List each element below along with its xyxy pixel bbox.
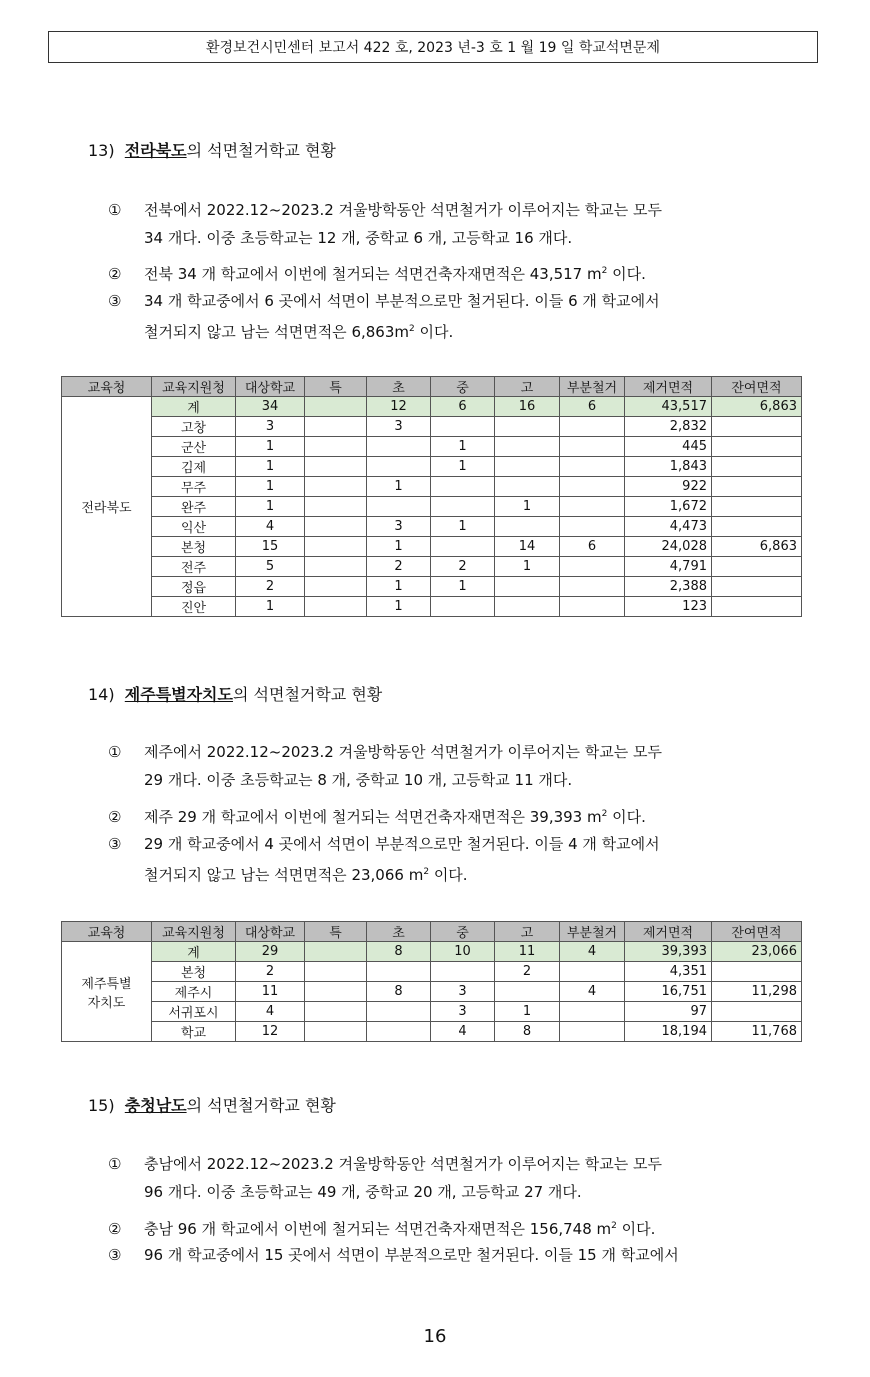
table-cell <box>560 962 625 982</box>
table-row <box>62 457 802 477</box>
table-cell: 39,393 <box>625 942 712 962</box>
table-cell: 본청 <box>152 962 236 982</box>
column-header: 고 <box>495 377 560 397</box>
table-cell <box>305 1022 367 1042</box>
table-cell <box>431 417 495 437</box>
table-cell <box>712 417 802 437</box>
table-cell <box>712 962 802 982</box>
table-cell <box>560 437 625 457</box>
column-header: 교육지원청 <box>152 377 236 397</box>
table-cell: 1,672 <box>625 497 712 517</box>
table-cell: 계 <box>152 397 236 417</box>
table-cell: 445 <box>625 437 712 457</box>
table-cell: 1 <box>495 557 560 577</box>
table-cell: 6 <box>431 397 495 417</box>
column-header: 교육지원청 <box>152 922 236 942</box>
table-cell: 6,863 <box>712 537 802 557</box>
table-cell <box>495 597 560 617</box>
table-cell: 익산 <box>152 517 236 537</box>
table-row <box>62 477 802 497</box>
table-cell: 43,517 <box>625 397 712 417</box>
table-cell: 1 <box>236 457 305 477</box>
table-cell <box>367 457 431 477</box>
table-row <box>62 962 802 982</box>
table-cell: 5 <box>236 557 305 577</box>
table-cell: 2 <box>495 962 560 982</box>
table-cell: 97 <box>625 1002 712 1022</box>
table-cell <box>305 477 367 497</box>
table-row <box>62 437 802 457</box>
table-cell <box>712 597 802 617</box>
table-cell: 16,751 <box>625 982 712 1002</box>
table-cell: 11 <box>236 982 305 1002</box>
table-cell: 23,066 <box>712 942 802 962</box>
table-cell: 4,791 <box>625 557 712 577</box>
table-cell <box>431 537 495 557</box>
table-cell: 학교 <box>152 1022 236 1042</box>
table-cell <box>305 397 367 417</box>
section-15-item-1: ① 충남에서 2022.12~2023.2 겨울방학동안 석면철거가 이루어지는 학교는 모두 96 개다. 이중 초등학교는 49 개, 중학교 20 개, 고등학교 27 개다. <box>108 1155 662 1201</box>
table-row <box>62 597 802 617</box>
education-office-cell: 제주특별 자치도 <box>62 942 152 1042</box>
table-cell: 1 <box>367 537 431 557</box>
table-cell: 6 <box>560 397 625 417</box>
column-header: 잔여면적 <box>712 922 802 942</box>
table-cell <box>495 517 560 537</box>
column-header: 교육청 <box>62 377 152 397</box>
table-cell: 11,768 <box>712 1022 802 1042</box>
table-row <box>62 497 802 517</box>
table-cell <box>431 962 495 982</box>
table-cell: 계 <box>152 942 236 962</box>
table-cell <box>495 982 560 1002</box>
table-cell <box>712 1002 802 1022</box>
table-row <box>62 1002 802 1022</box>
table-cell: 3 <box>236 417 305 437</box>
section-13-item-2: ② 전북 34 개 학교에서 이번에 철거되는 석면건축자재면적은 43,517 $m^2$ 이다. <box>108 265 646 283</box>
column-header: 특 <box>305 922 367 942</box>
column-header: 대상학교 <box>236 377 305 397</box>
section-15-title: 15) 충청남도의 석면철거학교 현황 <box>88 1096 336 1115</box>
column-header: 제거면적 <box>625 922 712 942</box>
section-15-item-2: ② 충남 96 개 학교에서 이번에 철거되는 석면건축자재면적은 156,748 $m^2$ 이다. <box>108 1220 656 1238</box>
table-cell: 4 <box>236 517 305 537</box>
table-cell <box>305 577 367 597</box>
section-15-item-3: ③ 96 개 학교중에서 15 곳에서 석면이 부분적으로만 철거된다. 이들 15 개 학교에서 <box>108 1246 679 1264</box>
table-cell: 1 <box>431 457 495 477</box>
table-cell: 4 <box>560 942 625 962</box>
table-cell <box>305 557 367 577</box>
table-cell: 3 <box>367 417 431 437</box>
table-cell: 8 <box>367 942 431 962</box>
table-cell <box>495 417 560 437</box>
report-header: 환경보건시민센터 보고서 422 호, 2023 년-3 호 1 월 19 일 학교석면문제 <box>48 31 818 63</box>
table-cell <box>305 517 367 537</box>
table-cell: 4 <box>560 982 625 1002</box>
table-cell <box>560 577 625 597</box>
table-cell: 고창 <box>152 417 236 437</box>
jeonbuk-table <box>61 376 802 617</box>
table-cell: 정읍 <box>152 577 236 597</box>
table-cell <box>431 497 495 517</box>
table-cell <box>305 962 367 982</box>
table-cell: 12 <box>367 397 431 417</box>
table-cell: 1 <box>431 577 495 597</box>
table-cell <box>305 982 367 1002</box>
table-cell: 1 <box>236 597 305 617</box>
table-cell: 16 <box>495 397 560 417</box>
column-header: 중 <box>431 377 495 397</box>
table-cell: 3 <box>431 1002 495 1022</box>
table-cell: 3 <box>367 517 431 537</box>
section-13-item-1: ① 전북에서 2022.12~2023.2 겨울방학동안 석면철거가 이루어지는 학교는 모두 34 개다. 이중 초등학교는 12 개, 중학교 6 개, 고등학교 16 개다. <box>108 201 662 247</box>
table-cell <box>305 1002 367 1022</box>
column-header: 특 <box>305 377 367 397</box>
section-14-item-3: ③ 29 개 학교중에서 4 곳에서 석면이 부분적으로만 철거된다. 이들 4 개 학교에서 철거되지 않고 남는 석면면적은 23,066 $m^2$ 이다. <box>108 835 660 884</box>
section-14-item-2: ② 제주 29 개 학교에서 이번에 철거되는 석면건축자재면적은 39,393 $m^2$ 이다. <box>108 808 646 826</box>
table-row <box>62 1022 802 1042</box>
column-header: 초 <box>367 377 431 397</box>
table-cell <box>560 497 625 517</box>
table-cell: 2 <box>236 577 305 597</box>
table-cell <box>305 597 367 617</box>
table-cell: 2,832 <box>625 417 712 437</box>
table-cell <box>367 1002 431 1022</box>
table-row <box>62 417 802 437</box>
table-cell: 24,028 <box>625 537 712 557</box>
table-cell: 4,351 <box>625 962 712 982</box>
table-cell <box>712 457 802 477</box>
page-number: 16 <box>423 1326 447 1347</box>
table-cell <box>560 597 625 617</box>
table-cell: 무주 <box>152 477 236 497</box>
education-office-cell: 전라북도 <box>62 397 152 617</box>
table-row <box>62 537 802 557</box>
table-cell <box>305 417 367 437</box>
table-cell: 14 <box>495 537 560 557</box>
table-row <box>62 942 802 962</box>
column-header: 초 <box>367 922 431 942</box>
table-cell: 2 <box>236 962 305 982</box>
table-cell <box>712 497 802 517</box>
table-cell: 제주시 <box>152 982 236 1002</box>
table-cell <box>560 457 625 477</box>
table-cell: 군산 <box>152 437 236 457</box>
table-cell: 29 <box>236 942 305 962</box>
table-row <box>62 982 802 1002</box>
table-cell <box>305 942 367 962</box>
jeju-table <box>61 921 802 1042</box>
table-cell: 1 <box>367 597 431 617</box>
column-header: 고 <box>495 922 560 942</box>
column-header: 교육청 <box>62 922 152 942</box>
table-cell <box>367 497 431 517</box>
table-cell <box>560 557 625 577</box>
table-cell: 4,473 <box>625 517 712 537</box>
table-cell: 2 <box>431 557 495 577</box>
table-cell: 전주 <box>152 557 236 577</box>
table-cell <box>495 577 560 597</box>
table-cell: 1 <box>431 517 495 537</box>
table-cell <box>431 477 495 497</box>
table-cell: 1 <box>236 437 305 457</box>
table-cell: 922 <box>625 477 712 497</box>
table-cell: 본청 <box>152 537 236 557</box>
table-cell: 1 <box>236 497 305 517</box>
table-cell <box>495 457 560 477</box>
section-14-title: 14) 제주특별자치도의 석면철거학교 현황 <box>88 685 383 704</box>
table-cell <box>712 437 802 457</box>
table-cell <box>560 477 625 497</box>
table-cell: 1,843 <box>625 457 712 477</box>
table-cell <box>305 437 367 457</box>
table-cell: 12 <box>236 1022 305 1042</box>
table-row <box>62 557 802 577</box>
table-cell: 진안 <box>152 597 236 617</box>
table-cell: 3 <box>431 982 495 1002</box>
table-cell: 4 <box>236 1002 305 1022</box>
table-cell: 김제 <box>152 457 236 477</box>
table-cell <box>367 962 431 982</box>
table-row <box>62 577 802 597</box>
table-cell: 4 <box>431 1022 495 1042</box>
table-cell: 6,863 <box>712 397 802 417</box>
table-cell <box>305 457 367 477</box>
table-cell: 서귀포시 <box>152 1002 236 1022</box>
table-cell: 1 <box>495 497 560 517</box>
table-cell: 123 <box>625 597 712 617</box>
table-cell <box>495 437 560 457</box>
table-row <box>62 397 802 417</box>
table-cell: 11 <box>495 942 560 962</box>
table-cell <box>712 477 802 497</box>
table-cell <box>367 437 431 457</box>
table-cell: 2,388 <box>625 577 712 597</box>
table-cell: 1 <box>367 577 431 597</box>
table-cell <box>431 597 495 617</box>
table-cell <box>712 577 802 597</box>
table-cell <box>712 557 802 577</box>
table-cell <box>305 497 367 517</box>
section-14-item-1: ① 제주에서 2022.12~2023.2 겨울방학동안 석면철거가 이루어지는 학교는 모두 29 개다. 이중 초등학교는 8 개, 중학교 10 개, 고등학교 11 개다. <box>108 743 662 789</box>
table-cell <box>305 537 367 557</box>
column-header: 잔여면적 <box>712 377 802 397</box>
table-cell: 완주 <box>152 497 236 517</box>
table-cell: 11,298 <box>712 982 802 1002</box>
table-cell: 2 <box>367 557 431 577</box>
table-cell: 6 <box>560 537 625 557</box>
table-cell <box>495 477 560 497</box>
table-cell <box>560 1002 625 1022</box>
section-13-item-3: ③ 34 개 학교중에서 6 곳에서 석면이 부분적으로만 철거된다. 이들 6 개 학교에서 철거되지 않고 남는 석면면적은 $6,863m^2$ 이다. <box>108 292 660 341</box>
table-cell: 10 <box>431 942 495 962</box>
table-cell <box>560 517 625 537</box>
table-cell: 8 <box>495 1022 560 1042</box>
column-header: 부분철거 <box>560 377 625 397</box>
table-cell: 8 <box>367 982 431 1002</box>
table-row <box>62 517 802 537</box>
section-13-title: 13) 전라북도의 석면철거학교 현황 <box>88 141 336 160</box>
column-header: 대상학교 <box>236 922 305 942</box>
table-cell: 34 <box>236 397 305 417</box>
table-cell <box>367 1022 431 1042</box>
table-cell: 15 <box>236 537 305 557</box>
table-cell: 1 <box>367 477 431 497</box>
column-header: 부분철거 <box>560 922 625 942</box>
column-header: 중 <box>431 922 495 942</box>
column-header: 제거면적 <box>625 377 712 397</box>
table-cell: 1 <box>236 477 305 497</box>
table-cell <box>712 517 802 537</box>
table-cell <box>560 1022 625 1042</box>
table-cell <box>560 417 625 437</box>
table-cell: 1 <box>431 437 495 457</box>
table-cell: 1 <box>495 1002 560 1022</box>
table-cell: 18,194 <box>625 1022 712 1042</box>
